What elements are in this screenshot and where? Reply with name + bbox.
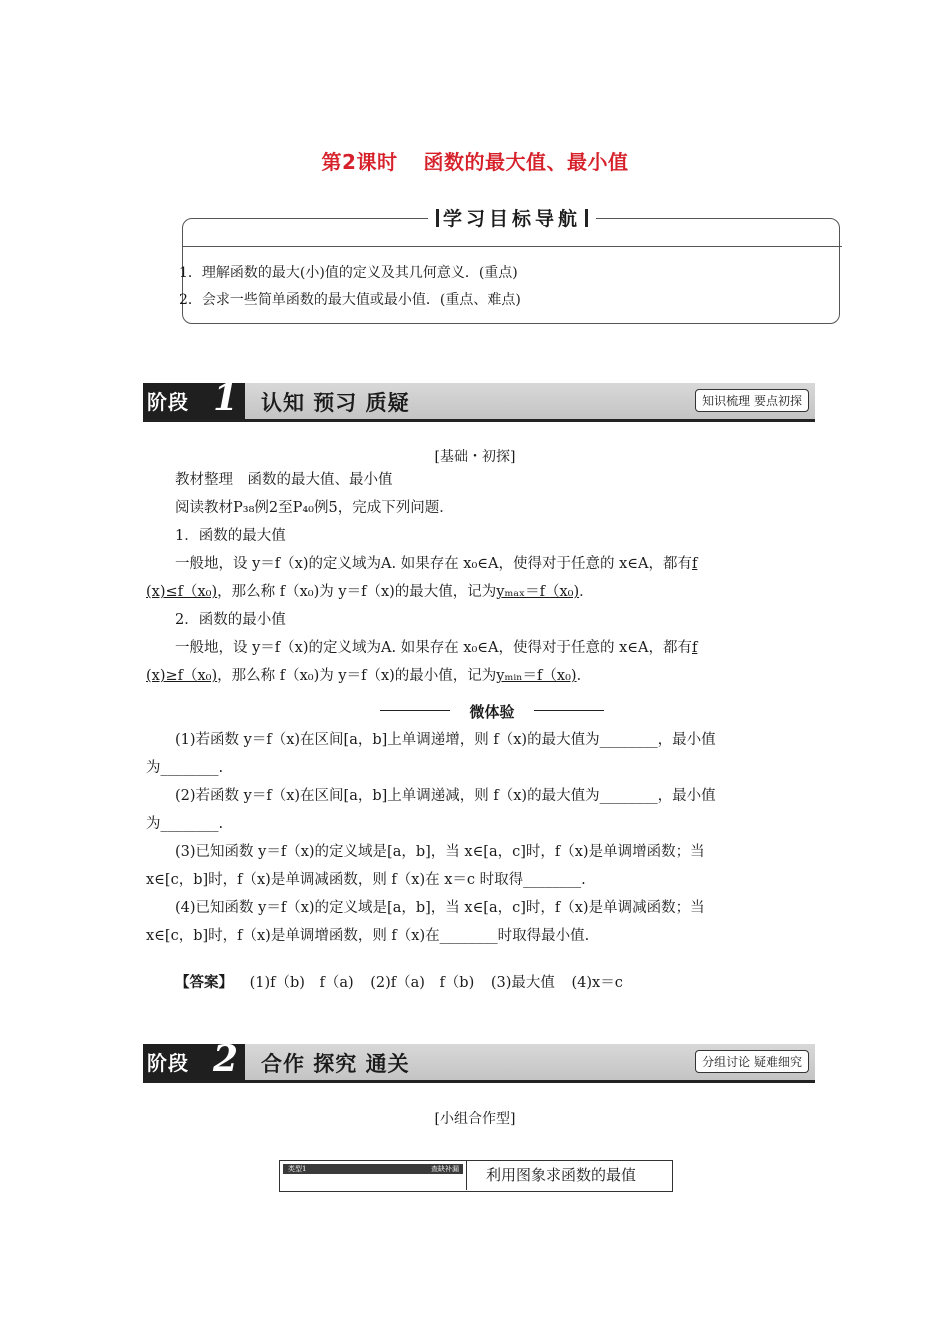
answer-label: 【答案】 — [175, 974, 233, 991]
stage-1-tag: 知识梳理 要点初探 — [695, 389, 809, 412]
section-1-body — [146, 466, 810, 690]
stage-2-badge: 阶段 2 — [143, 1044, 245, 1080]
lesson-topic: 函数的最大值、最小值 — [423, 150, 629, 174]
min-definition-cont: (x)≥f（x₀)，那么称 f（x₀)为 y＝f（x)的最小值，记为yₘᵢₙ＝f（x₀)． — [146, 668, 592, 684]
learning-goals-box — [179, 208, 842, 326]
question-1-cont: 为________. — [146, 760, 224, 776]
question-3: (3)已知函数 y＝f（x)的定义域是[a，b]，当 x∈[a，c]时，f（x)是单调增函数；当 — [175, 844, 705, 860]
type-badge-bar — [283, 1164, 463, 1174]
stage-2-title: 合作 探究 通关 — [261, 1052, 410, 1076]
group-work-label: [小组合作型] — [434, 1111, 516, 1127]
max-definition: 一般地，设 y＝f（x)的定义域为A. 如果存在 x₀∈A，使得对于任意的 x∈A，都有f — [175, 556, 698, 572]
question-3-cont: x∈[c，b]时，f（x)是单调减函数，则 f（x)在 x＝c 时取得________. — [146, 872, 586, 888]
stage-1-title: 认知 预习 质疑 — [261, 391, 410, 415]
stage-1-banner — [143, 377, 815, 422]
problem-type-box — [279, 1160, 673, 1192]
type-badge: 类型1 — [288, 1165, 307, 1173]
max-definition-cont: (x)≤f（x₀)，那么称 f（x₀)为 y＝f（x)的最大值，记为yₘₐₓ＝f（x₀)． — [146, 584, 594, 600]
answer-3: (3)最大值 — [490, 975, 555, 991]
goals-list — [179, 260, 521, 314]
min-definition: 一般地，设 y＝f（x)的定义域为A. 如果存在 x₀∈A，使得对于任意的 x∈A，都有f — [175, 640, 698, 656]
lesson-number: 第2课时 — [321, 150, 398, 174]
stage-2-tag: 分组讨论 疑难细究 — [695, 1050, 809, 1073]
basics-label: [基础・初探] — [434, 449, 516, 465]
question-4-cont: x∈[c，b]时，f（x)是单调增函数，则 f（x)在________时取得最小值. — [146, 928, 590, 944]
type-title: 利用图象求函数的最值 — [486, 1166, 637, 1184]
topic-line: 教材整理 函数的最大值、最小值 — [175, 472, 393, 488]
answer-1: (1)f（b) f（a) — [249, 975, 354, 991]
micro-questions — [146, 726, 810, 950]
answer-line — [175, 971, 623, 992]
min-heading: 2．函数的最小值 — [175, 612, 286, 628]
question-4: (4)已知函数 y＝f（x)的定义域是[a，b]，当 x∈[a，c]时，f（x)是单调减函数；当 — [175, 900, 705, 916]
goals-heading: 学习目标导航 — [428, 204, 596, 231]
goals-divider — [182, 246, 842, 247]
goal-item-2: 2．会求一些简单函数的最大值或最小值．(重点、难点) — [179, 292, 521, 308]
type-tag: 查缺补漏 — [431, 1165, 459, 1173]
micro-experience-divider — [380, 701, 604, 721]
max-heading: 1．函数的最大值 — [175, 528, 286, 544]
stage-1-badge: 阶段 1 — [143, 383, 245, 419]
goal-item-1: 1．理解函数的最大(小)值的定义及其几何意义．(重点) — [179, 265, 518, 281]
reading-line: 阅读教材P₃₈例2至P₄₀例5，完成下列问题． — [175, 500, 454, 516]
stage-2-banner — [143, 1038, 815, 1083]
question-2: (2)若函数 y＝f（x)在区间[a，b]上单调递减，则 f（x)的最大值为________，最小值 — [175, 788, 716, 804]
answer-4: (4)x＝c — [571, 975, 623, 991]
question-2-cont: 为________. — [146, 816, 224, 832]
answer-2: (2)f（a) f（b) — [370, 975, 475, 991]
micro-experience-title: 微体验 — [469, 703, 515, 721]
question-1: (1)若函数 y＝f（x)在区间[a，b]上单调递增，则 f（x)的最大值为________，最小值 — [175, 732, 716, 748]
lesson-title — [0, 146, 950, 175]
